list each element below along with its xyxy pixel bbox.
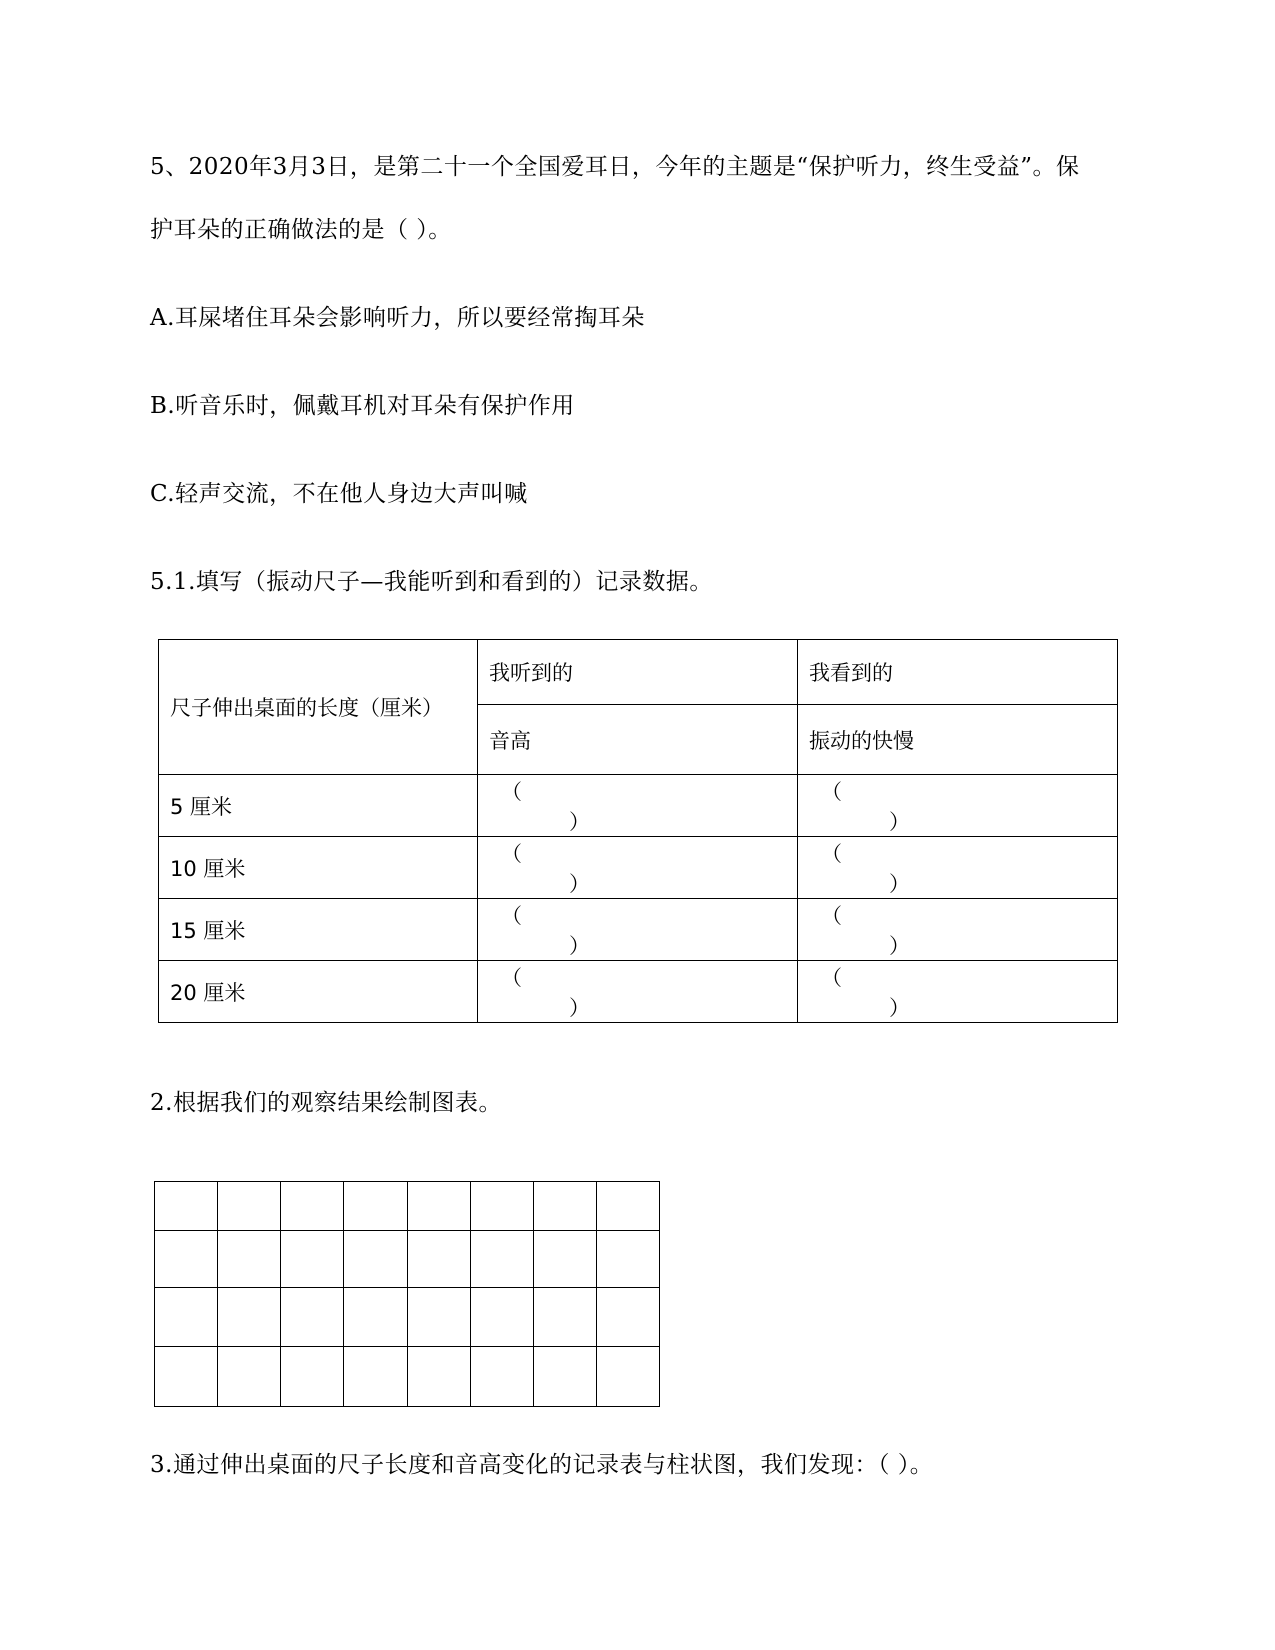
table-header-seen: 我看到的 (797, 640, 1117, 705)
row-length-label: 5 厘米 (159, 775, 478, 837)
pitch-answer-blank[interactable]: （） (477, 837, 797, 899)
row-length-label: 10 厘米 (159, 837, 478, 899)
table-row (159, 961, 1118, 1023)
table-row-header: 尺子伸出桌面的长度（厘米） (159, 640, 478, 775)
question-3-text: 3.通过伸出桌面的尺子长度和音高变化的记录表与柱状图，我们发现：（ ）。 (150, 1452, 934, 1478)
question-5-line-2: 护耳朵的正确做法的是（ ）。 (150, 217, 452, 243)
question-2-text: 2.根据我们的观察结果绘制图表。 (150, 1090, 502, 1116)
question-5-1-text: 5.1.填写（振动尺子—我能听到和看到的）记录数据。 (150, 569, 713, 595)
pitch-answer-blank[interactable]: （） (477, 899, 797, 961)
table-header-heard: 我听到的 (477, 640, 797, 705)
pitch-answer-blank[interactable]: （） (477, 961, 797, 1023)
question-5-line-1: 5、2020年3月3日，是第二十一个全国爱耳日，今年的主题是“保护听力，终生受益”。保 (150, 154, 1080, 180)
vibration-answer-blank[interactable]: （） (797, 775, 1117, 837)
pitch-answer-blank[interactable]: （） (477, 775, 797, 837)
vibration-answer-blank[interactable]: （） (797, 837, 1117, 899)
table-row (159, 837, 1118, 899)
table-subheader-vibration-speed: 振动的快慢 (797, 705, 1117, 775)
vibration-answer-blank[interactable]: （） (797, 961, 1117, 1023)
table-row (159, 899, 1118, 961)
row-length-label: 15 厘米 (159, 899, 478, 961)
chart-drawing-grid[interactable] (154, 1181, 660, 1407)
option-b: B.听音乐时，佩戴耳机对耳朵有保护作用 (150, 393, 575, 419)
row-length-label: 20 厘米 (159, 961, 478, 1023)
option-a: A.耳屎堵住耳朵会影响听力，所以要经常掏耳朵 (150, 305, 645, 331)
table-subheader-pitch: 音高 (477, 705, 797, 775)
option-c: C.轻声交流，不在他人身边大声叫喊 (150, 481, 528, 507)
table-row (159, 775, 1118, 837)
record-table (158, 639, 1118, 1023)
vibration-answer-blank[interactable]: （） (797, 899, 1117, 961)
